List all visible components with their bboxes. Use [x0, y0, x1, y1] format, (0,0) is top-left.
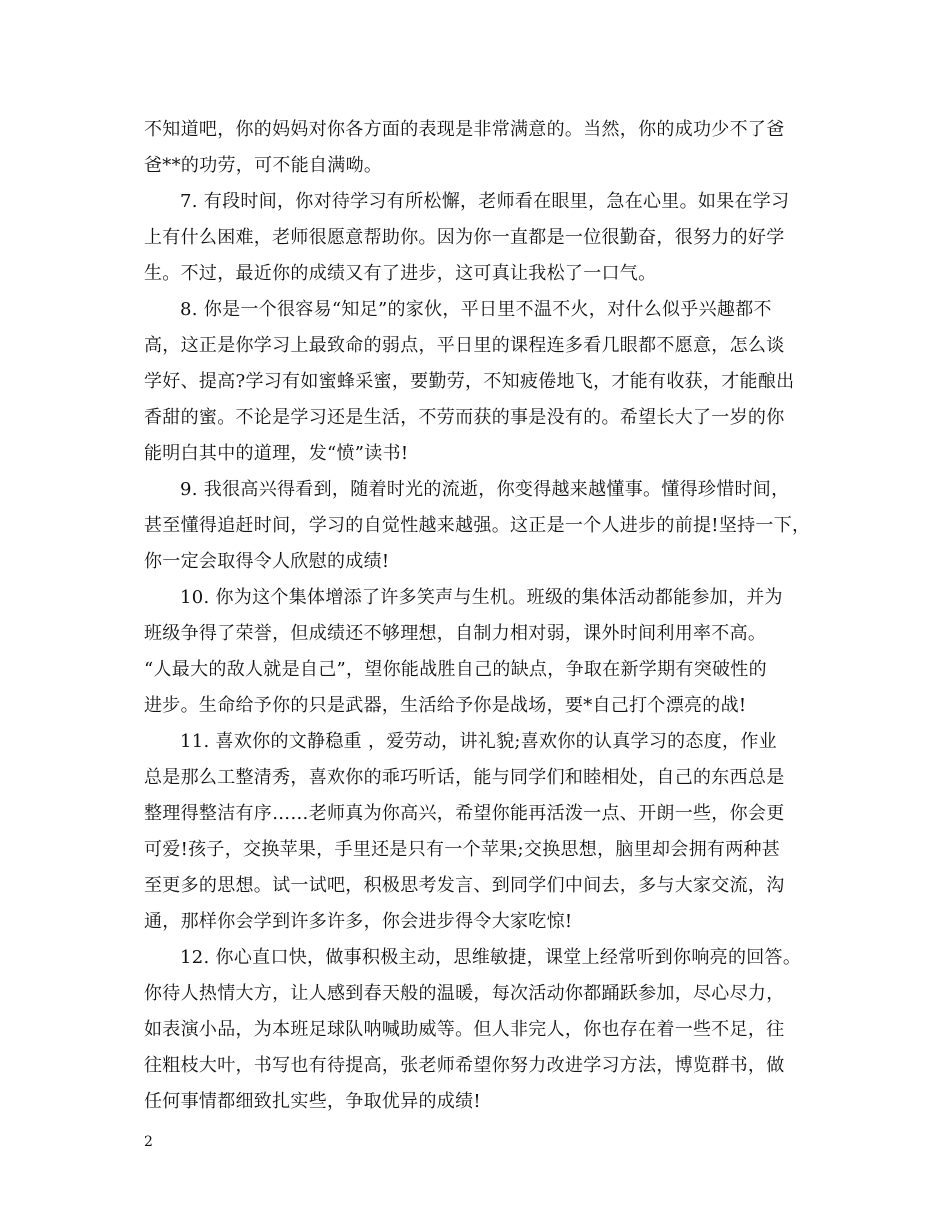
text-line: 任何事情都细致扎实些，争取优异的成绩! [144, 1091, 481, 1112]
text-line: “人最大的敌人就是自己”，望你能战胜自己的缺点，争取在新学期有突破性的 [144, 659, 767, 680]
text-line: 可爱!孩子，交换苹果，手里还是只有一个苹果;交换思想，脑里却会拥有两种甚 [144, 839, 781, 860]
text-line: 你一定会取得令人欣慰的成绩! [144, 551, 390, 572]
text-line: 8. 你是一个很容易“知足”的家伙，平日里不温不火，对什么似乎兴趣都不 [180, 299, 772, 320]
text-line: 你待人热情大方，让人感到春天般的温暖，每次活动你都踊跃参加，尽心尽力， [144, 983, 785, 1004]
text-line: 10. 你为这个集体增添了许多笑声与生机。班级的集体活动都能参加，并为 [180, 587, 783, 608]
text-line: 能明白其中的道理，发“愤”读书! [144, 443, 409, 464]
text-line: 香甜的蜜。不论是学习还是生活，不劳而获的事是没有的。希望长大了一岁的你 [144, 407, 785, 428]
text-line: 通，那样你会学到许多许多，你会进步得令大家吃惊! [144, 911, 573, 932]
text-line: 高，这正是你学习上最致命的弱点，平日里的课程连多看几眼都不愿意，怎么谈 [144, 335, 785, 356]
text-line: 学好、提高?学习有如蜜蜂采蜜，要勤劳，不知疲倦地飞，才能有收获，才能酿出 [144, 371, 795, 392]
text-line: 9. 我很高兴得看到，随着时光的流逝，你变得越来越懂事。懂得珍惜时间， [180, 479, 790, 500]
text-line: 11. 喜欢你的文静稳重 ，爱劳动，讲礼貌;喜欢你的认真学习的态度，作业 [180, 731, 777, 752]
text-line: 爸**的功劳，可不能自满呦。 [144, 155, 383, 176]
text-line: 上有什么困难，老师很愿意帮助你。因为你一直都是一位很勤奋，很努力的好学 [144, 227, 785, 248]
text-line: 总是那么工整清秀，喜欢你的乖巧听话，能与同学们和睦相处，自己的东西总是 [144, 767, 785, 788]
text-line: 如表演小品，为本班足球队呐喊助威等。但人非完人，你也存在着一些不足，往 [144, 1019, 785, 1040]
page-number: 2 [144, 1134, 153, 1150]
text-line: 甚至懂得追赶时间，学习的自觉性越来越强。这正是一个人进步的前提!坚持一下， [144, 515, 811, 536]
text-line: 7. 有段时间，你对待学习有所松懈，老师看在眼里，急在心里。如果在学习 [180, 191, 790, 212]
text-line: 整理得整洁有序……老师真为你高兴，希望你能再活泼一点、开朗一些，你会更 [144, 803, 785, 824]
text-line: 往粗枝大叶，书写也有待提高，张老师希望你努力改进学习方法，博览群书，做 [144, 1055, 785, 1076]
text-line: 12. 你心直口快，做事积极主动，思维敏捷，课堂上经常听到你响亮的回答。 [180, 947, 802, 968]
text-line: 不知道吧，你的妈妈对你各方面的表现是非常满意的。当然，你的成功少不了爸 [144, 119, 785, 140]
text-line: 进步。生命给予你的只是武器，生活给予你是战场，要*自己打个漂亮的战! [144, 695, 747, 716]
text-line: 生。不过，最近你的成绩又有了进步，这可真让我松了一口气。 [144, 263, 657, 284]
text-line: 班级争得了荣誉，但成绩还不够理想，自制力相对弱，课外时间利用率不高。 [144, 623, 767, 644]
text-line: 至更多的思想。试一试吧，积极思考发言、到同学们中间去，多与大家交流，沟 [144, 875, 785, 896]
